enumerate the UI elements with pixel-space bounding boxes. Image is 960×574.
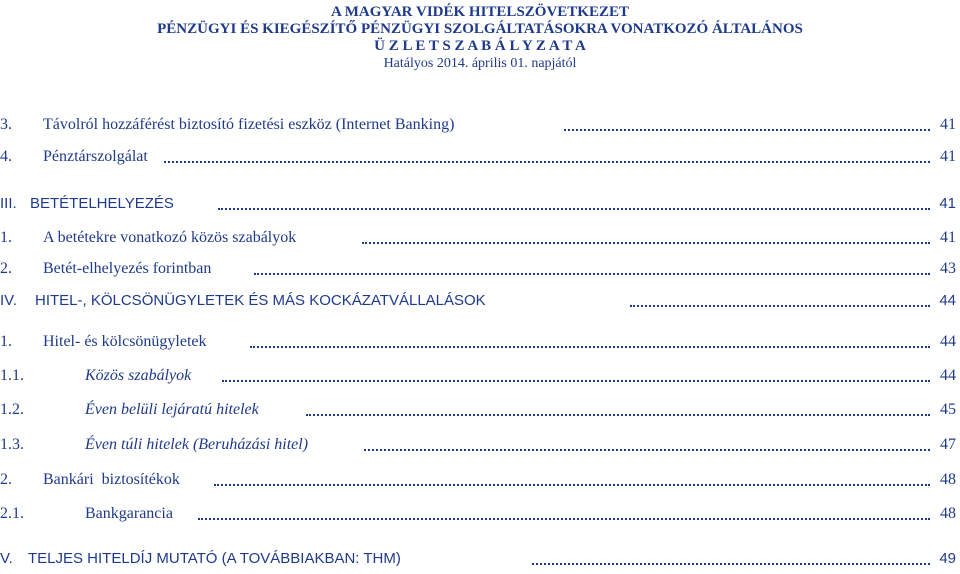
toc-entry-title[interactable]: Bankári biztosítékok xyxy=(43,471,180,488)
toc-entry-page: 45 xyxy=(940,401,956,418)
toc-leader-dots xyxy=(214,484,930,486)
toc-leader-dots xyxy=(164,161,930,163)
toc-entry-page: 48 xyxy=(940,505,956,522)
toc-entry-number: 1. xyxy=(0,333,12,350)
header-line-subtitle: Ü Z L E T S Z A B Á L Y Z A T A xyxy=(374,38,586,54)
toc-entry-number: 2. xyxy=(0,260,12,277)
toc-leader-dots xyxy=(306,414,930,416)
toc-entry[interactable] xyxy=(0,503,960,525)
toc-entry-page: 44 xyxy=(940,333,956,350)
toc-entry-title[interactable]: Éven túli hitelek (Beruházási hitel) xyxy=(85,436,309,453)
toc-entry-page: 41 xyxy=(940,116,956,133)
toc-entry-title[interactable]: TELJES HITELDÍJ MUTATÓ (A TOVÁBBIAKBAN: THM) xyxy=(28,550,401,567)
toc-leader-dots xyxy=(532,563,930,565)
toc-entry[interactable] xyxy=(0,434,960,456)
toc-entry[interactable] xyxy=(0,227,960,249)
toc-leader-dots xyxy=(364,449,930,451)
toc-entry-page: 41 xyxy=(940,229,956,246)
header-line-org: A MAGYAR VIDÉK HITELSZÖVETKEZET xyxy=(330,4,629,20)
toc-entry-number: 1. xyxy=(0,229,12,246)
toc-entry-number: 4. xyxy=(0,148,12,165)
toc-entry-page: 41 xyxy=(939,195,956,212)
toc-leader-dots xyxy=(198,518,930,520)
header-line-title: PÉNZÜGYI ÉS KIEGÉSZÍTŐ PÉNZÜGYI SZOLGÁLTATÁSOKRA VONATKOZÓ ÁLTALÁNOS xyxy=(157,21,803,37)
toc-entry[interactable] xyxy=(0,258,960,280)
toc-entry-title[interactable]: HITEL-, KÖLCSÖNÜGYLETEK ÉS MÁS KOCKÁZATVÁLLALÁSOK xyxy=(35,292,486,309)
toc-entry-title[interactable]: Betét-elhelyezés forintban xyxy=(43,260,212,277)
toc-leader-dots xyxy=(250,346,930,348)
toc-entry-page: 43 xyxy=(940,260,956,277)
toc-entry-number: 3. xyxy=(0,116,12,133)
toc-entry[interactable] xyxy=(0,146,960,168)
toc-entry-title[interactable]: Távolról hozzáférést biztosító fizetési eszköz (Internet Banking) xyxy=(43,116,455,133)
toc-entry-title[interactable]: Pénztárszolgálat xyxy=(43,148,148,165)
toc-entry-page: 44 xyxy=(940,367,956,384)
toc-entry-number: 1.2. xyxy=(0,401,24,418)
toc-entry-number: 1.1. xyxy=(0,367,24,384)
toc-entry[interactable] xyxy=(0,114,960,136)
toc-entry-page: 47 xyxy=(940,436,956,453)
toc-entry[interactable] xyxy=(0,193,960,215)
toc-entry-title[interactable]: A betétekre vonatkozó közös szabályok xyxy=(43,229,297,246)
toc-leader-dots xyxy=(254,273,930,275)
toc-entry-page: 44 xyxy=(939,292,956,309)
toc-entry-number: 1.3. xyxy=(0,436,24,453)
toc-entry-number: III. xyxy=(0,195,17,212)
toc-entry-page: 49 xyxy=(939,550,956,567)
header-line-effective-date: Hatályos 2014. április 01. napjától xyxy=(383,56,577,71)
toc-entry[interactable] xyxy=(0,399,960,421)
toc-entry[interactable] xyxy=(0,290,960,312)
toc-entry-page: 48 xyxy=(940,471,956,488)
toc-leader-dots xyxy=(564,129,930,131)
toc-entry[interactable] xyxy=(0,469,960,491)
toc-leader-dots xyxy=(630,305,930,307)
toc-leader-dots xyxy=(362,242,930,244)
toc-leader-dots xyxy=(218,208,930,210)
toc-entry-title[interactable]: Bankgarancia xyxy=(85,505,173,522)
toc-entry-title[interactable]: BETÉTELHELYEZÉS xyxy=(30,195,174,212)
toc-entry-title[interactable]: Közös szabályok xyxy=(85,367,192,384)
toc-leader-dots xyxy=(222,380,930,382)
toc-entry-title[interactable]: Éven belüli lejáratú hitelek xyxy=(85,401,259,418)
toc-entry-number: IV. xyxy=(0,292,17,309)
toc-entry-number: 2. xyxy=(0,471,12,488)
toc-entry[interactable] xyxy=(0,365,960,387)
toc-entry-title[interactable]: Hitel- és kölcsönügyletek xyxy=(43,333,207,350)
toc-entry-page: 41 xyxy=(940,148,956,165)
toc-entry-number: 2.1. xyxy=(0,505,24,522)
toc-entry-number: V. xyxy=(0,550,13,567)
toc-entry[interactable] xyxy=(0,548,960,570)
toc-entry[interactable] xyxy=(0,331,960,353)
